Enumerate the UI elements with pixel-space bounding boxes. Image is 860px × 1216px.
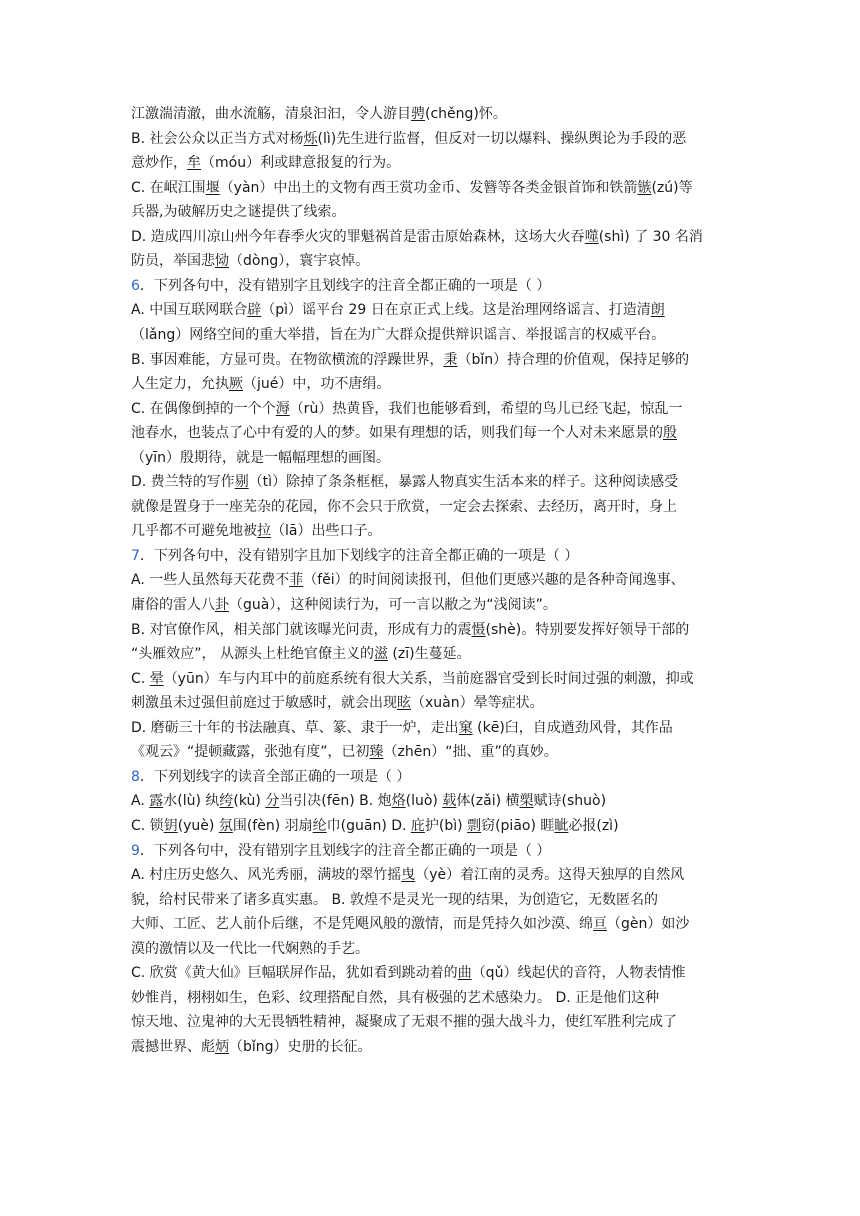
- underlined-char: 分: [265, 793, 280, 810]
- text-line: [131, 914, 689, 934]
- text-run: （yàn）中出土的文物有西王赏功金币、发簪等各类金银首饰和铁箭: [219, 179, 638, 196]
- text-run: （móu）利或肆意报复的行为。: [201, 155, 401, 172]
- underlined-char: 菲: [289, 572, 304, 589]
- text-run: 赋诗(shuò): [533, 793, 607, 810]
- text-run: 庸俗的雷人八: [131, 597, 215, 613]
- text-run: （bǐn）持合理的价值观，保持足够的: [457, 351, 690, 368]
- text-line: [131, 300, 665, 320]
- text-run: （jué）中，功不唐绢。: [243, 376, 391, 393]
- text-run: “头雁效应”， 从源头上杜绝官僚主义的: [131, 646, 374, 663]
- text-run: （lā）出些口子。: [271, 523, 382, 540]
- text-line: [131, 153, 400, 173]
- text-line: [131, 546, 578, 566]
- text-line: [131, 767, 410, 787]
- text-line: [131, 939, 369, 959]
- text-line: [131, 129, 686, 149]
- text-run: A. 中国互联网联合: [131, 302, 248, 319]
- text-run: A.: [131, 793, 150, 810]
- text-run: (shì) 了 30 名消: [598, 228, 703, 245]
- text-run: （yūn）车与内耳中的前庭系统有很大关系，当前庭器官受到长时间过强的刺激，抑或: [163, 670, 694, 687]
- text-run: (kù): [233, 793, 266, 810]
- text-line: [131, 1037, 372, 1057]
- text-run: D. 费兰特的写作: [131, 474, 235, 491]
- text-run: 刺激虽未过强但前庭过于敏感时，就会出现: [131, 695, 397, 712]
- text-run: 妙惟肖，栩栩如生，色彩、纹理搭配自然，具有极强的艺术感染力。 D. 正是他们这种: [131, 989, 660, 1006]
- text-run: C. 在岷江围: [131, 179, 206, 196]
- text-line: [131, 325, 665, 345]
- text-run: 漠的激情以及一代比一代娴熟的手艺。: [131, 940, 369, 957]
- text-line: [131, 472, 678, 492]
- text-run: （dòng），寰宇哀悼。: [229, 253, 370, 270]
- text-run: D. 磨砺三十年的书法融真、草、篆、隶于一炉，走出: [131, 719, 459, 736]
- text-run: （yè）着江南的灵秀。这得天独厚的自然风: [415, 867, 685, 884]
- underlined-char: 拉: [257, 523, 271, 540]
- text-run: (luò): [405, 793, 443, 810]
- text-run: 巾(guān) D.: [326, 817, 411, 834]
- text-line: [131, 227, 703, 247]
- text-run: ．下列各句中，没有错别字且加下划线字的注音全都正确的一项是（ ）: [139, 547, 579, 564]
- underlined-char: 绔: [219, 793, 234, 810]
- text-run: 人生定力，允执: [131, 376, 229, 393]
- underlined-char: 槊: [519, 793, 534, 810]
- text-line: [131, 497, 677, 517]
- text-run: A. 村庄历史悠久、风光秀丽，满坡的翠竹摇: [131, 867, 402, 884]
- underlined-char: 剽: [467, 817, 482, 834]
- text-run: C. 在偶像倒掉的一个个: [131, 400, 276, 417]
- underlined-char: 眦: [554, 817, 569, 834]
- text-run: 震撼世界、彪: [131, 1038, 215, 1055]
- text-run: (shè)。特别要发挥好领导干部的: [485, 621, 690, 638]
- text-line: [131, 178, 693, 198]
- underlined-char: 厥: [229, 376, 243, 393]
- underlined-char: 噬: [584, 228, 599, 245]
- text-line: [131, 791, 606, 811]
- text-run: (kē)臼，自成遒劲风骨，其作品: [472, 719, 673, 736]
- text-run: 《观云》“提顿藏露，张弛有度”，已初: [131, 744, 370, 761]
- text-line: [131, 620, 689, 640]
- underlined-char: 载: [442, 793, 457, 810]
- text-line: [131, 276, 550, 296]
- underlined-char: 露: [149, 793, 164, 810]
- text-run: B. 事因难能，方显可贵。在物欲横流的浮躁世界，: [131, 351, 444, 368]
- underlined-char: 卦: [215, 597, 229, 613]
- text-line: [131, 374, 390, 394]
- text-line: [131, 1012, 677, 1032]
- underlined-char: 烙: [391, 793, 406, 810]
- text-line: [131, 399, 682, 419]
- text-run: C. 锁: [131, 817, 164, 834]
- underlined-char: 朗: [650, 302, 665, 319]
- text-run: ．下列各句中，没有错别字且划线字的注音全都正确的一项是（ ）: [139, 277, 551, 294]
- text-line: [131, 963, 685, 983]
- underlined-char: 镞: [637, 179, 652, 196]
- text-run: B. 对官僚作风，相关部门就该曝光问责，形成有力的震: [131, 621, 472, 638]
- text-run: ．下列各句中，没有错别字且划线字的注音全都正确的一项是（ ）: [139, 842, 551, 859]
- text-run: ．下列划线字的读音全部正确的一项是（ ）: [139, 768, 411, 785]
- underlined-char: 炳: [215, 1038, 229, 1055]
- underlined-char: 牟: [187, 155, 201, 172]
- underlined-char: 恸: [215, 253, 229, 270]
- text-run: （qǔ）线起伏的音符，人物表情惟: [471, 965, 686, 982]
- underlined-char: 眩: [397, 695, 411, 712]
- text-line: [131, 669, 694, 689]
- text-run: 池春水，也装点了心中有爱的人的梦。如果有理想的话，则我们每一个人对未来愿景的: [131, 425, 663, 442]
- text-line: [131, 718, 673, 738]
- text-run: （gèn）如沙: [607, 916, 690, 933]
- text-run: 必报(zì): [568, 817, 619, 834]
- text-line: [131, 104, 507, 124]
- text-run: （yīn）殷期待，就是一幅幅理想的画图。: [131, 449, 391, 466]
- text-line: [131, 988, 659, 1008]
- text-run: （fěi）的时间阅读报刊，但他们更感兴趣的是各种奇闻逸事、: [303, 572, 685, 589]
- underlined-char: 臻: [369, 744, 384, 761]
- text-run: （tì）除掉了条条框框，暴露人物真实生活本来的样子。这种阅读感受: [248, 474, 679, 491]
- text-line: [131, 448, 390, 468]
- text-run: （lǎng）网络空间的重大举措，旨在为广大群众提供辩识谣言、举报谣言的权威平台。: [131, 326, 666, 343]
- text-run: 江激湍清澈，曲水流觞，清泉汩汩，令人游目: [131, 106, 411, 122]
- underlined-char: 氛: [218, 817, 233, 834]
- text-run: 体(zǎi) 横: [456, 793, 520, 810]
- text-run: 就像是置身于一座芜杂的花园，你不会只于欣赏，一定会去探索、去经历，离开时，身上: [131, 498, 677, 515]
- question-number: 7: [131, 547, 140, 564]
- text-line: [131, 570, 685, 590]
- text-run: C. 欣赏《黄大仙》巨幅联屏作品，犹如看到跳动着的: [131, 965, 458, 982]
- text-line: [131, 816, 619, 836]
- text-run: （bǐng）史册的长征。: [229, 1038, 372, 1055]
- text-run: (chěng)怀。: [425, 106, 507, 122]
- text-run: (zī)生蔓延。: [387, 646, 471, 663]
- text-run: 防员，举国悲: [131, 253, 215, 270]
- text-run: （rù）热黄昏，我们也能够看到，希望的鸟儿已经飞起，惊乱一: [289, 400, 683, 417]
- text-line: [131, 890, 658, 910]
- text-line: [131, 841, 550, 861]
- underlined-char: 骋: [411, 106, 425, 122]
- underlined-char: 钥: [163, 817, 178, 834]
- text-run: 当引决(fēn) B. 炮: [279, 793, 392, 810]
- text-run: (yuè): [177, 817, 219, 834]
- underlined-char: 亘: [593, 916, 607, 933]
- text-line: [131, 644, 471, 664]
- underlined-char: 溽: [275, 400, 290, 417]
- underlined-char: 慑: [471, 621, 486, 638]
- text-run: A. 一些人虽然每天花费不: [131, 572, 290, 589]
- text-run: C.: [131, 670, 150, 687]
- text-run: 窃(piāo) 睚: [481, 817, 555, 834]
- text-run: 兵器,为破解历史之谜提供了线索。: [131, 204, 346, 221]
- text-run: D. 造成四川凉山州今年春季火灾的罪魁祸首是雷击原始森林，这场大火吞: [131, 228, 585, 245]
- underlined-char: 窠: [458, 719, 473, 736]
- text-line: [131, 521, 381, 541]
- text-line: [131, 742, 558, 762]
- text-run: B. 社会公众以正当方式对杨: [131, 130, 304, 147]
- text-line: [131, 202, 345, 222]
- text-run: （zhēn）“拙、重”的真妙。: [383, 744, 558, 761]
- text-run: 护(bì): [424, 817, 468, 834]
- underlined-char: 辟: [247, 302, 262, 319]
- text-line: [131, 693, 544, 713]
- text-run: （xuàn）晕等症状。: [411, 695, 544, 712]
- underlined-char: 滋: [373, 646, 388, 663]
- text-run: (zú)等: [651, 179, 693, 196]
- text-run: 几乎都不可避免地被: [131, 523, 257, 540]
- underlined-char: 曳: [401, 867, 416, 884]
- underlined-char: 纶: [312, 817, 327, 834]
- underlined-char: 烁: [303, 130, 318, 147]
- question-number: 9: [131, 842, 140, 859]
- underlined-char: 曲: [457, 965, 472, 982]
- text-run: 水(lù) 纨: [163, 793, 220, 810]
- text-run: （guà），这种阅读行为，可一言以敝之为“浅阅读”。: [229, 597, 557, 613]
- text-line: [131, 595, 557, 615]
- underlined-char: 庇: [410, 817, 425, 834]
- underlined-char: 殷: [663, 425, 677, 442]
- text-run: 围(fèn) 羽扇: [232, 817, 313, 834]
- text-line: [131, 251, 369, 271]
- underlined-char: 堰: [205, 179, 220, 196]
- underlined-char: 晕: [149, 670, 164, 687]
- underlined-char: 秉: [443, 351, 458, 368]
- text-run: 貌，给村民带来了诸多真实惠。 B. 敦煌不是灵光一现的结果，为创造它，无数匿名的: [131, 891, 658, 908]
- underlined-char: 剔: [234, 474, 249, 491]
- text-line: [131, 423, 677, 443]
- text-line: [131, 350, 689, 370]
- question-number: 8: [131, 768, 140, 785]
- text-run: 惊天地、泣鬼神的大无畏牺牲精神，凝聚成了无艰不摧的强大战斗力，使红军胜利完成了: [131, 1014, 677, 1031]
- text-run: (lì)先生进行监督，但反对一切以爆料、操纵舆论为手段的恶: [317, 130, 687, 147]
- text-line: [131, 865, 684, 885]
- question-number: 6: [131, 277, 140, 294]
- text-run: （pì）谣平台 29 日在京正式上线。这是治理网络谣言、打造清: [261, 302, 651, 319]
- text-run: 大师、工匠、艺人前仆后继，不是凭飓风般的激情，而是凭持久如沙漠、绵: [131, 916, 593, 933]
- text-run: 意炒作，: [131, 155, 187, 172]
